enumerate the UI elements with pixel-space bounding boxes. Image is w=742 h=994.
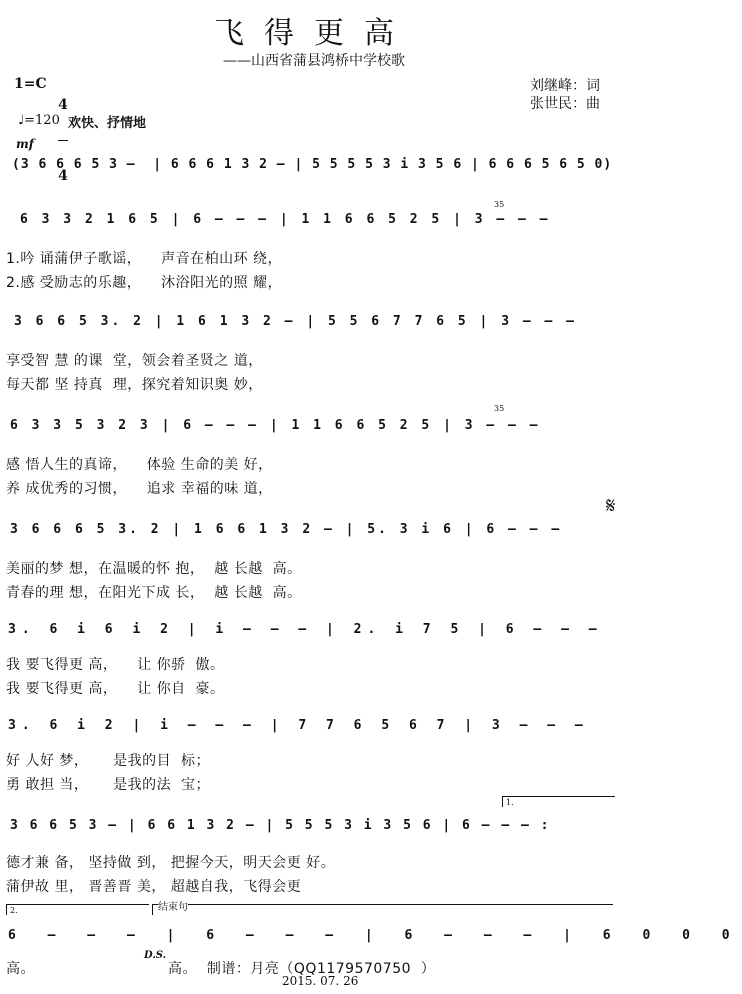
song-subtitle: ——山西省蒲县鸿桥中学校歌 [223,53,405,69]
segno-sign: 𝄋 [606,494,616,519]
transcription-date: 2015. 07. 26 [282,974,359,988]
expression-mark: 欢快、抒情地 [68,116,147,131]
notation-line-7: 3. 6 i 2 | i – – – | 7 7 6 5 6 7 | 3 – – – [8,718,589,733]
lyric-line-7b: 勇 敢担 当， 是我的法 宝； [6,777,211,793]
lyric-line-6b: 我 要飞得更 高， 让 你自 豪。 [6,681,225,697]
notation-line-6: 3. 6 i 6 i 2 | i – – – | 2. i 7 5 | 6 – – – [8,622,603,637]
volta-1-label: 1. [506,798,514,807]
ds-marking: D.S. [144,950,167,961]
notation-line-8: 3 6 6 5 3 – | 6 6 1 3 2 – | 5 5 5 3 i 3 5 6 | 6 – – – : [10,818,551,833]
lyric-line-3b: 每天都 坚 持真 理，探究着知识奥 妙， [6,377,263,393]
notation-line-9: 6 – – – | 6 – – – | 6 – – – | 6 0 0 0 [8,928,742,943]
notation-line-3: 3 6 6 5 3. 2 | 1 6 1 3 2 – | 5 5 6 7 7 6 5 | 3 – – – [14,314,577,329]
lyricist-credit: 刘继峰：词 [530,78,600,94]
key-signature: 1=C [14,76,47,92]
composer-credit: 张世民：曲 [530,96,600,112]
volta-bracket-2 [6,904,149,915]
grace-note-mark: 35 [494,200,505,209]
lyric-line-2a: 1.吟 诵蒲伊子歌谣， 声音在柏山环 绕， [6,251,283,267]
lyric-line-5a: 美丽的梦 想，在温暖的怀 抱， 越 长越 高。 [6,561,302,577]
lyric-line-5b: 青春的理 想，在阳光下成 长， 越 长越 高。 [6,585,302,601]
lyric-line-4a: 感 悟人生的真谛， 体验 生命的美 好， [6,457,273,473]
song-title: 飞得更高 [214,16,414,51]
ending-bracket [152,904,613,915]
volta-2-label: 2. [10,906,18,915]
lyric-line-3a: 享受智 慧 的课 堂，领会着圣贤之 道， [6,353,263,369]
lyric-line-4b: 养 成优秀的习惯， 追求 幸福的味 道， [6,481,273,497]
notation-line-5: 3 6 6 6 5 3. 2 | 1 6 6 1 3 2 – | 5. 3 i 6 | 6 – – – [10,522,563,537]
time-signature [58,70,68,197]
notation-line-1: (3 6 6 6 5 3 – | 6 6 6 1 3 2 – | 5 5 5 5 3 i 3 5 6 | 6 6 6 5 6 5 0) [12,157,613,172]
grace-note-mark-2: 35 [494,404,505,413]
notation-line-4: 6 3 3 5 3 2 3 | 6 – – – | 1 1 6 6 5 2 5 | 3 – – – [10,418,541,433]
lyric-line-8b: 蒲伊故 里， 晋善晋 美， 超越自我，飞得会更 [6,879,302,895]
lyric-line-9a: 高。 [6,961,35,977]
lyric-line-2b: 2.感 受励志的乐趣， 沐浴阳光的照 耀， [6,275,283,291]
volta-bracket-1 [502,796,615,807]
time-signature-bottom: 4 [58,168,68,184]
lyric-line-6a: 我 要飞得更 高， 让 你骄 傲。 [6,657,225,673]
time-signature-top: 4 [58,97,68,113]
ending-label: 结束句 [158,898,188,913]
notation-line-2: 6 3 3 2 1 6 5 | 6 – – – | 1 1 6 6 5 2 5 | 3 – – – [20,212,551,227]
lyric-line-7a: 好 人好 梦， 是我的目 标； [6,753,211,769]
tempo-mark: ♩=120 [18,113,60,128]
lyric-line-9b: 高。 制谱：月亮（QQ1179570750 ） [168,961,436,977]
lyric-line-8a: 德才兼 备， 坚持做 到， 把握今天，明天会更 好。 [6,855,336,871]
dynamic-mark: mf [16,137,34,151]
